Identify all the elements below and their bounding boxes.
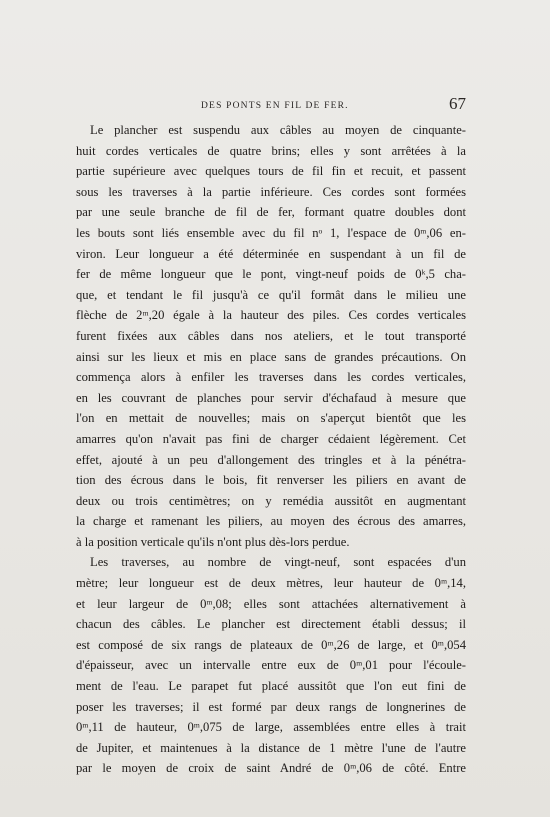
text-line: huit cordes verticales de quatre brins; elles y sont arrêtées à la: [76, 143, 466, 158]
text-line: l'on en mettait de nouvelles; mais on s'aperçut bientôt que les: [76, 411, 466, 426]
text-line: en les couvrant de planches pour servir d'échafaud à mesure que: [76, 390, 466, 405]
text-line: poser les traverses; il est formé par deux rangs de longnerines de: [76, 699, 466, 714]
text-line: partie supérieure avec quelques tours de fil fin et recuit, et passent: [76, 164, 466, 179]
page-number: 67: [449, 94, 466, 113]
text-line: furent fixées aux câbles dans nos ateliers, et le tout transporté: [76, 328, 466, 343]
text-line: effet, ajouté à un peu d'allongement des tringles et à la pénétra-: [76, 452, 466, 467]
text-line: la charge et ramenant les piliers, au moyen des écrous des amarres,: [76, 514, 466, 529]
text-line: et leur largeur de 0ᵐ,08; elles sont attachées alternativement à: [76, 596, 466, 611]
text-line: sous les traverses à la partie inférieure. Ces cordes sont formées: [76, 184, 466, 199]
running-title: DES PONTS EN FIL DE FER.: [201, 101, 349, 111]
text-line: viron. Leur longueur a été déterminée en suspendant à un fil de: [76, 246, 466, 261]
paragraph: [76, 120, 466, 552]
text-line: d'épaisseur, avec un intervalle entre eux de 0ᵐ,01 pour l'écoule-: [76, 658, 466, 673]
paragraph: [76, 552, 466, 779]
text-line: ainsi sur les lieux et mis en place sans de grandes précautions. On: [76, 349, 466, 364]
text-line: à la position verticale qu'ils n'ont plus dès-lors perdue.: [76, 534, 350, 549]
text-line: mètre; leur longueur est de deux mètres, leur hauteur de 0ᵐ,14,: [76, 576, 466, 591]
text-line: est composé de six rangs de plateaux de 0ᵐ,26 de large, et 0ᵐ,054: [76, 637, 466, 652]
running-head: [76, 96, 466, 118]
text-line: commença alors à enfiler les traverses dans les cordes verticales,: [76, 370, 466, 385]
text-line: deux ou trois centimètres; on y remédia aussitôt en augmentant: [76, 493, 466, 508]
text-line: par le moyen de croix de saint André de 0ᵐ,06 de côté. Entre: [76, 761, 466, 776]
text-line: fer de même longueur que le pont, vingt-neuf poids de 0ᵏ,5 cha-: [76, 267, 466, 282]
text-line: 0ᵐ,11 de hauteur, 0ᵐ,075 de large, assemblées entre elles à trait: [76, 720, 466, 735]
text-line: par une seule branche de fil de fer, formant quatre doubles dont: [76, 205, 466, 220]
text-line: de Jupiter, et maintenues à la distance de 1 mètre l'une de l'autre: [76, 740, 466, 755]
text-line: chacun des câbles. Le plancher est directement établi dessus; il: [76, 617, 466, 632]
body-text: [76, 120, 466, 779]
text-line: tion des écrous dans le bois, fit renverser les piliers en avant de: [76, 473, 466, 488]
text-line: les bouts sont liés ensemble avec du fil nᵒ 1, l'espace de 0ᵐ,06 en-: [76, 225, 466, 240]
text-line: ment de l'eau. Le parapet fut placé aussitôt que l'on eut fini de: [76, 679, 466, 694]
text-line: flèche de 2ᵐ,20 égale à la hauteur des piles. Ces cordes verticales: [76, 308, 466, 323]
text-line: que, et tendant le fil jusqu'à ce qu'il formât dans le milieu une: [76, 287, 466, 302]
text-line: amarres qu'on n'avait pas fini de charger cédaient légèrement. Cet: [76, 431, 466, 446]
text-line: Le plancher est suspendu aux câbles au moyen de cinquante-: [90, 123, 466, 137]
text-line: Les traverses, au nombre de vingt-neuf, sont espacées d'un: [90, 555, 466, 570]
